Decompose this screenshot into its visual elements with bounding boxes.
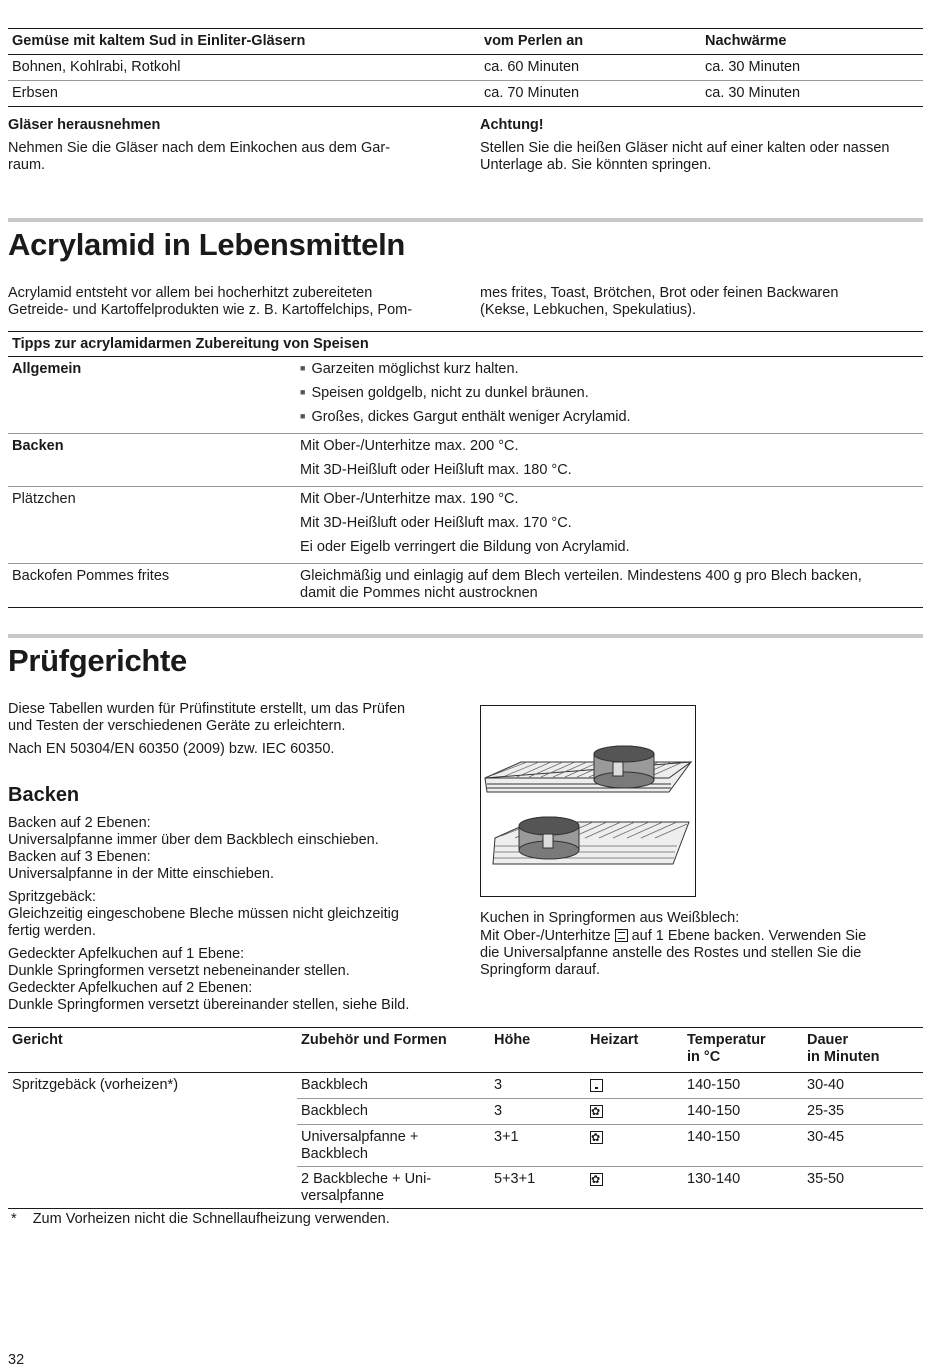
cell-heating: [586, 1099, 683, 1125]
cell-duration: 30-40: [803, 1073, 923, 1099]
remove-glasses-text: [8, 140, 448, 174]
acrylamide-intro-col1: [8, 285, 468, 319]
cell-temperature: 140-150: [683, 1099, 803, 1125]
tips-row-fries: [8, 564, 923, 608]
text-line: Dunkle Springformen versetzt übereinander stellen, siehe Bild.: [8, 997, 410, 1013]
cell-temperature: 130-140: [683, 1167, 803, 1209]
text-line: Backen auf 2 Ebenen:: [8, 815, 151, 831]
tip-line: Mit Ober-/Unterhitze max. 190 °C.: [300, 491, 519, 507]
text-line: Kuchen in Springformen aus Weißblech:: [480, 910, 740, 926]
tip-bullet: ■ Großes, dickes Gargut enthält weniger Acrylamid.: [300, 409, 919, 433]
col-header-heating: Heizart: [586, 1028, 683, 1073]
text-line: Nehmen Sie die Gläser nach dem Einkochen aus dem Gar-: [8, 140, 391, 156]
tip-line: Ei oder Eigelb verringert die Bildung von Acrylamid.: [300, 539, 630, 555]
text-line: fertig werden.: [8, 923, 96, 939]
cell-accessory: Backblech: [297, 1073, 490, 1099]
table-row: [8, 55, 923, 81]
cell-level: 5+3+1: [490, 1167, 586, 1209]
baking-notes: [8, 815, 468, 1014]
text-line: Springform darauf.: [480, 962, 601, 978]
top-bottom-heat-icon: [590, 1079, 603, 1092]
tips-row-label: Backofen Pommes frites: [12, 568, 170, 584]
cell-duration: 30-45: [803, 1125, 923, 1167]
test-dishes-table: [8, 1027, 923, 1209]
cell-heating: [586, 1125, 683, 1167]
cell-vegetable: Bohnen, Kohlrabi, Rotkohl: [8, 55, 480, 81]
tips-row-label: Backen: [12, 438, 64, 454]
text-line: Gleichzeitig eingeschobene Bleche müssen nicht gleichzeitig: [8, 906, 399, 922]
acrylamide-heading: Acrylamid in Lebensmitteln: [8, 227, 406, 262]
cell-level: 3+1: [490, 1125, 586, 1167]
figure-caption: [480, 910, 930, 979]
caution-text: [480, 140, 930, 174]
cell-time: ca. 60 Minuten: [480, 55, 701, 81]
text-line: Spritzgebäck:: [8, 889, 96, 905]
tips-row-label: Allgemein: [12, 361, 82, 377]
text-line: Backen auf 3 Ebenen:: [8, 849, 151, 865]
page-number: 32: [8, 1352, 25, 1368]
tip-bullet: ■ Garzeiten möglichst kurz halten.: [300, 361, 919, 385]
cell-accessory: Universalpfanne + Backblech: [297, 1125, 490, 1167]
text-line: und Testen der verschiedenen Geräte zu erleichtern.: [8, 718, 346, 734]
hot-air-icon: [590, 1105, 603, 1118]
tips-row-content: [296, 357, 923, 433]
acrylamide-intro-col2: [480, 285, 930, 319]
cell-temperature: 140-150: [683, 1073, 803, 1099]
cell-accessory: Backblech: [297, 1099, 490, 1125]
col-header-temperature: Temperatur in °C: [683, 1028, 803, 1073]
remove-glasses-title: Gläser herausnehmen: [8, 117, 161, 133]
col-header-afterheat: Nachwärme: [701, 29, 923, 55]
col-header-vegetables: Gemüse mit kaltem Sud in Einliter-Gläsern: [8, 29, 480, 55]
tip-line: Mit 3D-Heißluft oder Heißluft max. 180 °C.: [300, 462, 572, 478]
tips-row-cookies: [8, 487, 923, 564]
footnote-mark: *: [11, 1211, 17, 1227]
cell-level: 3: [490, 1073, 586, 1099]
canning-table: [8, 28, 923, 107]
cell-heating: [586, 1167, 683, 1209]
oven-racks-icon: [481, 706, 695, 896]
springform-racks-illustration: [480, 705, 696, 897]
col-header-level: Höhe: [490, 1028, 586, 1073]
text-line: Stellen Sie die heißen Gläser nicht auf einer kalten oder nassen: [480, 140, 890, 156]
cell-heating: [586, 1073, 683, 1099]
tip-line: Mit 3D-Heißluft oder Heißluft max. 170 °C.: [300, 515, 572, 531]
col-header-accessory: Zubehör und Formen: [297, 1028, 490, 1073]
section-divider: [8, 218, 923, 222]
tips-row-content: [296, 564, 923, 607]
text-line: Gedeckter Apfelkuchen auf 2 Ebenen:: [8, 980, 253, 996]
tips-row-content: [296, 434, 923, 486]
acrylamide-tips-table: [8, 331, 923, 608]
text-line: Gedeckter Apfelkuchen auf 1 Ebene:: [8, 946, 245, 962]
cell-afterheat: ca. 30 Minuten: [701, 55, 923, 81]
norm-reference: Nach EN 50304/EN 60350 (2009) bzw. IEC 60350.: [8, 741, 335, 757]
tip-bullet: ■ Speisen goldgelb, nicht zu dunkel bräunen.: [300, 385, 919, 409]
cell-afterheat: ca. 30 Minuten: [701, 81, 923, 107]
cell-level: 3: [490, 1099, 586, 1125]
text-line: Mit Ober-/Unterhitze auf 1 Ebene backen. Verwenden Sie: [480, 928, 867, 944]
cell-time: ca. 70 Minuten: [480, 81, 701, 107]
text-line: (Kekse, Lebkuchen, Spekulatius).: [480, 302, 697, 318]
text-line: Universalpfanne immer über dem Backblech einschieben.: [8, 832, 379, 848]
section-divider: [8, 634, 923, 638]
hot-air-icon: [590, 1173, 603, 1186]
cell-duration: 25-35: [803, 1099, 923, 1125]
test-dishes-intro: [8, 701, 468, 758]
cell-accessory: 2 Backbleche + Uni- versalpfanne: [297, 1167, 490, 1209]
text-line: Diese Tabellen wurden für Prüfinstitute erstellt, um das Prüfen: [8, 701, 406, 717]
tips-row-baking: [8, 434, 923, 487]
cell-vegetable: Erbsen: [8, 81, 480, 107]
text-line: raum.: [8, 157, 46, 173]
cell-duration: 35-50: [803, 1167, 923, 1209]
col-header-duration: Dauer in Minuten: [803, 1028, 923, 1073]
cell-temperature: 140-150: [683, 1125, 803, 1167]
text-line: Universalpfanne in der Mitte einschieben.: [8, 866, 274, 882]
tip-line: damit die Pommes nicht austrocknen: [300, 585, 538, 601]
tips-row-label: Plätzchen: [12, 491, 76, 507]
text-line: Acrylamid entsteht vor allem bei hocherhitzt zubereiteten: [8, 285, 373, 301]
tips-row-content: [296, 487, 923, 563]
text-line: die Universalpfanne anstelle des Rostes und stellen Sie die: [480, 945, 862, 961]
baking-heading: Backen: [8, 784, 80, 806]
hot-air-icon: [590, 1131, 603, 1144]
caution-title: Achtung!: [480, 117, 544, 133]
col-header-from-bubbling: vom Perlen an: [480, 29, 701, 55]
test-dishes-heading: Prüfgerichte: [8, 643, 187, 678]
text-line: Unterlage ab. Sie könnten springen.: [480, 157, 712, 173]
top-bottom-heat-icon: [615, 929, 628, 942]
col-header-dish: Gericht: [8, 1028, 297, 1073]
table-row: [8, 81, 923, 107]
footnote-text: Zum Vorheizen nicht die Schnellaufheizung verwenden.: [32, 1211, 390, 1227]
text-line: Dunkle Springformen versetzt nebeneinander stellen.: [8, 963, 350, 979]
tip-line: Mit Ober-/Unterhitze max. 200 °C.: [300, 438, 519, 454]
text-line: Getreide- und Kartoffelprodukten wie z. B. Kartoffelchips, Pom-: [8, 302, 413, 318]
tips-row-general: [8, 357, 923, 434]
text-line: mes frites, Toast, Brötchen, Brot oder feinen Backwaren: [480, 285, 839, 301]
tip-line: Gleichmäßig und einlagig auf dem Blech verteilen. Mindestens 400 g pro Blech backen,: [300, 568, 862, 584]
footnote: [11, 1211, 390, 1228]
table-row: [8, 1073, 923, 1099]
cell-dish: Spritzgebäck (vorheizen*): [8, 1073, 297, 1209]
tips-header: Tipps zur acrylamidarmen Zubereitung von Speisen: [8, 331, 923, 357]
